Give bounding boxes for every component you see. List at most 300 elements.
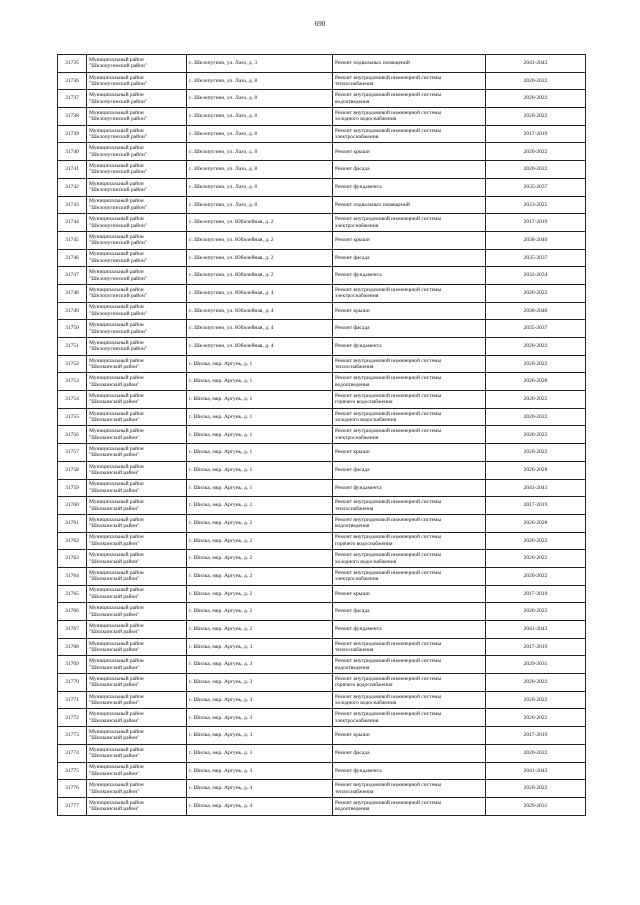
municipality-line: "Шилкинский район": [89, 576, 140, 583]
municipality-line: "Шилкинский район": [89, 806, 140, 813]
municipality-cell: [87, 780, 187, 798]
years-cell: 2020-2022: [486, 691, 586, 709]
work-type-cell: [333, 479, 486, 497]
municipality-line: "Шелопугинский район": [89, 134, 148, 141]
years-cell: 2029-2031: [486, 797, 586, 815]
municipality-cell: [87, 691, 187, 709]
address-cell: с. Шелопугино, ул. Юбилейная, д. 4: [187, 320, 333, 338]
municipality-line: Муниципальный район: [89, 127, 144, 134]
municipality-line: "Шелопугинский район": [89, 151, 148, 158]
work-type-cell: [333, 709, 486, 727]
table-row: [58, 550, 586, 568]
municipality-line: Муниципальный район: [89, 286, 144, 293]
row-number-cell: 31742: [58, 178, 87, 196]
work-type-cell: [333, 408, 486, 426]
municipality-cell: [87, 567, 187, 585]
address-cell: г. Шилка, мкр. Аргунь, д. 2: [187, 550, 333, 568]
municipality-line: Муниципальный район: [89, 109, 144, 116]
work-type-line: Ремонт фасада: [335, 325, 370, 332]
years-cell: 2020-2022: [486, 408, 586, 426]
years-cell: 2032-2034: [486, 267, 586, 285]
years-cell: 2017-2019: [486, 585, 586, 603]
table-row: [58, 762, 586, 780]
municipality-cell: [87, 709, 187, 727]
municipality-cell: [87, 621, 187, 639]
municipality-line: Муниципальный район: [89, 251, 144, 258]
work-type-cell: [333, 267, 486, 285]
work-type-cell: [333, 744, 486, 762]
row-number-cell: 31747: [58, 267, 87, 285]
address-cell: с. Шелопугино, ул. Юбилейная, д. 4: [187, 302, 333, 320]
years-cell: 2020-2022: [486, 744, 586, 762]
work-type-line: Ремонт фундамента: [335, 272, 382, 279]
years-cell: 2023-2025: [486, 196, 586, 214]
municipality-cell: [87, 355, 187, 373]
table-row: [58, 585, 586, 603]
work-type-cell: [333, 674, 486, 692]
years-cell: 2020-2022: [486, 603, 586, 621]
address-cell: г. Шилка, мкр. Аргунь, д. 2: [187, 497, 333, 515]
municipality-cell: [87, 196, 187, 214]
municipality-cell: [87, 249, 187, 267]
row-number-cell: 31748: [58, 284, 87, 302]
municipality-line: Муниципальный район: [89, 375, 144, 382]
address-cell: с. Шелопугино, ул. Лазо, д. 8: [187, 90, 333, 108]
municipality-line: "Шилкинский район": [89, 682, 140, 689]
municipality-line: Муниципальный район: [89, 481, 144, 488]
row-number-cell: 31752: [58, 355, 87, 373]
municipality-line: "Шилкинский район": [89, 417, 140, 424]
work-type-line: Ремонт внутридомовой инженерной системы: [335, 357, 442, 364]
row-number-cell: 31739: [58, 125, 87, 143]
municipality-line: Муниципальный район: [89, 605, 144, 612]
municipality-line: Муниципальный район: [89, 145, 144, 152]
municipality-line: Муниципальный район: [89, 622, 144, 629]
municipality-cell: [87, 461, 187, 479]
table-row: [58, 284, 586, 302]
municipality-line: Муниципальный район: [89, 162, 144, 169]
years-cell: 2020-2022: [486, 72, 586, 90]
work-type-cell: [333, 302, 486, 320]
row-number-cell: 31772: [58, 709, 87, 727]
municipality-cell: [87, 320, 187, 338]
row-number-cell: 31773: [58, 727, 87, 745]
work-type-line: Ремонт внутридомовой инженерной системы: [335, 499, 442, 506]
municipality-cell: [87, 108, 187, 126]
work-type-line: Ремонт крыши: [335, 590, 370, 597]
municipality-line: "Шелопугинский район": [89, 257, 148, 264]
work-type-line: Ремонт внутридомовой инженерной системы: [335, 74, 442, 81]
years-cell: 2017-2019: [486, 497, 586, 515]
row-number-cell: 31762: [58, 532, 87, 550]
row-number-cell: 31777: [58, 797, 87, 815]
table-row: [58, 108, 586, 126]
row-number-cell: 31765: [58, 585, 87, 603]
table-row: [58, 461, 586, 479]
years-cell: 2020-2022: [486, 550, 586, 568]
work-type-line: Ремонт подвальных помещений: [335, 60, 410, 67]
work-type-line: Ремонт внутридомовой инженерной системы: [335, 799, 442, 806]
municipality-cell: [87, 656, 187, 674]
work-type-cell: [333, 426, 486, 444]
address-cell: с. Шелопугино, ул. Лазо, д. 8: [187, 161, 333, 179]
years-cell: 2038-2040: [486, 302, 586, 320]
years-cell: 2041-2043: [486, 479, 586, 497]
municipality-cell: [87, 744, 187, 762]
years-cell: 2026-2028: [486, 514, 586, 532]
municipality-line: "Шилкинский район": [89, 700, 140, 707]
row-number-cell: 31743: [58, 196, 87, 214]
years-cell: 2017-2019: [486, 125, 586, 143]
municipality-line: "Шелопугинский район": [89, 222, 148, 229]
work-type-line: электроснабжения: [335, 576, 379, 583]
address-cell: с. Шелопугино, ул. Лазо, д. 3: [187, 55, 333, 73]
municipality-cell: [87, 373, 187, 391]
table-row: [58, 231, 586, 249]
row-number-cell: 31746: [58, 249, 87, 267]
work-type-cell: [333, 532, 486, 550]
work-type-line: Ремонт внутридомовой инженерной системы: [335, 92, 442, 99]
municipality-cell: [87, 426, 187, 444]
work-type-cell: [333, 108, 486, 126]
municipality-line: "Шелопугинский район": [89, 275, 148, 282]
row-number-cell: 31776: [58, 780, 87, 798]
address-cell: с. Шелопугино, ул. Юбилейная, д. 4: [187, 284, 333, 302]
work-type-cell: [333, 284, 486, 302]
address-cell: г. Шилка, мкр. Аргунь, д. 3: [187, 638, 333, 656]
municipality-line: Муниципальный район: [89, 445, 144, 452]
address-cell: г. Шилка, мкр. Аргунь, д. 1: [187, 461, 333, 479]
address-cell: с. Шелопугино, ул. Лазо, д. 8: [187, 108, 333, 126]
municipality-line: "Шилкинский район": [89, 487, 140, 494]
table-row: [58, 497, 586, 515]
table-row: [58, 656, 586, 674]
work-type-line: теплоснабжения: [335, 505, 374, 512]
address-cell: с. Шелопугино, ул. Юбилейная, д. 2: [187, 214, 333, 232]
municipality-cell: [87, 55, 187, 73]
work-type-cell: [333, 638, 486, 656]
municipality-line: "Шилкинский район": [89, 629, 140, 636]
work-type-line: теплоснабжения: [335, 647, 374, 654]
work-type-line: Ремонт внутридомовой инженерной системы: [335, 782, 442, 789]
municipality-cell: [87, 674, 187, 692]
row-number-cell: 31740: [58, 143, 87, 161]
work-type-cell: [333, 550, 486, 568]
municipality-line: Муниципальный район: [89, 269, 144, 276]
municipality-line: "Шелопугинский район": [89, 346, 148, 353]
municipality-line: Муниципальный район: [89, 56, 144, 63]
work-type-line: водоотведения: [335, 806, 370, 813]
work-type-cell: [333, 797, 486, 815]
address-cell: г. Шилка, мкр. Аргунь, д. 1: [187, 391, 333, 409]
address-cell: с. Шелопугино, ул. Лазо, д. 8: [187, 178, 333, 196]
table-row: [58, 143, 586, 161]
work-type-line: Ремонт фундамента: [335, 767, 382, 774]
years-cell: 2020-2022: [486, 674, 586, 692]
municipality-line: "Шилкинский район": [89, 647, 140, 654]
work-type-cell: [333, 90, 486, 108]
municipality-line: Муниципальный район: [89, 640, 144, 647]
address-cell: г. Шилка, мкр. Аргунь, д. 3: [187, 709, 333, 727]
municipality-line: "Шилкинский район": [89, 540, 140, 547]
years-cell: 2035-2037: [486, 249, 586, 267]
table-row: [58, 55, 586, 73]
table-row: [58, 691, 586, 709]
row-number-cell: 31761: [58, 514, 87, 532]
work-type-line: холодного водоснабжения: [335, 558, 397, 565]
table-row: [58, 744, 586, 762]
table-row: [58, 391, 586, 409]
municipality-cell: [87, 585, 187, 603]
municipality-cell: [87, 479, 187, 497]
work-type-cell: [333, 585, 486, 603]
municipality-line: Муниципальный район: [89, 693, 144, 700]
municipality-line: "Шилкинский район": [89, 434, 140, 441]
table-row: [58, 780, 586, 798]
address-cell: с. Шелопугино, ул. Юбилейная, д. 2: [187, 249, 333, 267]
work-type-line: Ремонт подвальных помещений: [335, 201, 410, 208]
table-row: [58, 373, 586, 391]
address-cell: г. Шилка, мкр. Аргунь, д. 1: [187, 444, 333, 462]
municipality-line: "Шелопугинский район": [89, 187, 148, 194]
address-cell: г. Шилка, мкр. Аргунь, д. 2: [187, 585, 333, 603]
work-type-line: Ремонт внутридомовой инженерной системы: [335, 675, 442, 682]
work-type-line: Ремонт крыши: [335, 148, 370, 155]
work-type-cell: [333, 621, 486, 639]
municipality-line: Муниципальный район: [89, 499, 144, 506]
work-type-cell: [333, 143, 486, 161]
years-cell: 2020-2022: [486, 161, 586, 179]
work-type-line: Ремонт крыши: [335, 449, 370, 456]
row-number-cell: 31751: [58, 338, 87, 356]
row-number-cell: 31754: [58, 391, 87, 409]
municipality-line: Муниципальный район: [89, 552, 144, 559]
work-type-line: электроснабжения: [335, 293, 379, 300]
municipality-line: Муниципальный район: [89, 322, 144, 329]
municipality-line: Муниципальный район: [89, 746, 144, 753]
work-type-cell: [333, 656, 486, 674]
table-row: [58, 178, 586, 196]
table-row: [58, 302, 586, 320]
municipality-cell: [87, 514, 187, 532]
table-row: [58, 532, 586, 550]
years-cell: 2017-2019: [486, 727, 586, 745]
municipality-cell: [87, 267, 187, 285]
row-number-cell: 31736: [58, 72, 87, 90]
municipality-line: Муниципальный район: [89, 392, 144, 399]
work-type-line: Ремонт фундамента: [335, 343, 382, 350]
municipality-cell: [87, 391, 187, 409]
work-type-line: Ремонт внутридомовой инженерной системы: [335, 392, 442, 399]
work-type-line: теплоснабжения: [335, 364, 374, 371]
row-number-cell: 31770: [58, 674, 87, 692]
work-type-cell: [333, 249, 486, 267]
municipality-line: Муниципальный район: [89, 233, 144, 240]
work-type-line: водоотведения: [335, 381, 370, 388]
years-cell: 2020-2022: [486, 426, 586, 444]
work-type-line: Ремонт фасада: [335, 254, 370, 261]
work-type-cell: [333, 691, 486, 709]
row-number-cell: 31774: [58, 744, 87, 762]
work-type-line: Ремонт фасада: [335, 466, 370, 473]
table-row: [58, 355, 586, 373]
years-cell: 2026-2028: [486, 461, 586, 479]
work-type-line: Ремонт фасада: [335, 749, 370, 756]
work-type-cell: [333, 55, 486, 73]
address-cell: г. Шилка, мкр. Аргунь, д. 2: [187, 532, 333, 550]
address-cell: г. Шилка, мкр. Аргунь, д. 4: [187, 797, 333, 815]
work-type-line: Ремонт фундамента: [335, 183, 382, 190]
municipality-line: Муниципальный район: [89, 198, 144, 205]
work-type-line: Ремонт фундамента: [335, 626, 382, 633]
years-cell: 2038-2040: [486, 231, 586, 249]
years-cell: 2029-2031: [486, 656, 586, 674]
work-type-cell: [333, 780, 486, 798]
row-number-cell: 31766: [58, 603, 87, 621]
address-cell: г. Шилка, мкр. Аргунь, д. 3: [187, 727, 333, 745]
work-type-cell: [333, 497, 486, 515]
row-number-cell: 31771: [58, 691, 87, 709]
municipality-cell: [87, 338, 187, 356]
work-type-cell: [333, 355, 486, 373]
table-row: [58, 621, 586, 639]
address-cell: с. Шелопугино, ул. Юбилейная, д. 4: [187, 338, 333, 356]
address-cell: г. Шилка, мкр. Аргунь, д. 3: [187, 691, 333, 709]
municipality-cell: [87, 143, 187, 161]
repair-schedule-table: [57, 54, 586, 816]
municipality-line: "Шелопугинский район": [89, 63, 148, 70]
table-row: [58, 161, 586, 179]
work-type-line: Ремонт внутридомовой инженерной системы: [335, 534, 442, 541]
years-cell: 2020-2022: [486, 709, 586, 727]
work-type-cell: [333, 603, 486, 621]
municipality-cell: [87, 444, 187, 462]
work-type-cell: [333, 231, 486, 249]
address-cell: г. Шилка, мкр. Аргунь, д. 1: [187, 408, 333, 426]
row-number-cell: 31738: [58, 108, 87, 126]
municipality-line: Муниципальный район: [89, 304, 144, 311]
years-cell: 2041-2043: [486, 621, 586, 639]
municipality-line: "Шилкинский район": [89, 717, 140, 724]
work-type-line: электроснабжения: [335, 717, 379, 724]
work-type-line: электроснабжения: [335, 134, 379, 141]
municipality-line: Муниципальный район: [89, 569, 144, 576]
years-cell: 2020-2022: [486, 532, 586, 550]
municipality-line: "Шилкинский район": [89, 381, 140, 388]
table-row: [58, 408, 586, 426]
municipality-line: Муниципальный район: [89, 180, 144, 187]
municipality-line: "Шелопугинский район": [89, 169, 148, 176]
municipality-line: "Шилкинский район": [89, 399, 140, 406]
work-type-line: Ремонт фундамента: [335, 484, 382, 491]
table-row: [58, 603, 586, 621]
municipality-line: "Шилкинский район": [89, 664, 140, 671]
address-cell: г. Шилка, мкр. Аргунь, д. 3: [187, 656, 333, 674]
municipality-line: "Шилкинский район": [89, 788, 140, 795]
table-row: [58, 320, 586, 338]
municipality-line: "Шелопугинский район": [89, 81, 148, 88]
work-type-line: Ремонт внутридомовой инженерной системы: [335, 216, 442, 223]
work-type-line: холодного водоснабжения: [335, 700, 397, 707]
row-number-cell: 31764: [58, 567, 87, 585]
years-cell: 2020-2022: [486, 780, 586, 798]
work-type-line: горячего водоснабжения: [335, 540, 393, 547]
municipality-line: "Шилкинский район": [89, 452, 140, 459]
address-cell: с. Шелопугино, ул. Лазо, д. 8: [187, 72, 333, 90]
row-number-cell: 31755: [58, 408, 87, 426]
municipality-line: Муниципальный район: [89, 587, 144, 594]
table-row: [58, 674, 586, 692]
work-type-line: Ремонт внутридомовой инженерной системы: [335, 428, 442, 435]
years-cell: 2020-2022: [486, 108, 586, 126]
municipality-line: Муниципальный район: [89, 339, 144, 346]
address-cell: г. Шилка, мкр. Аргунь, д. 2: [187, 567, 333, 585]
page-number: 690: [314, 20, 326, 28]
years-cell: 2041-2043: [486, 762, 586, 780]
work-type-cell: [333, 567, 486, 585]
municipality-cell: [87, 797, 187, 815]
row-number-cell: 31775: [58, 762, 87, 780]
row-number-cell: 31757: [58, 444, 87, 462]
work-type-line: Ремонт внутридомовой инженерной системы: [335, 552, 442, 559]
municipality-cell: [87, 497, 187, 515]
work-type-cell: [333, 461, 486, 479]
work-type-line: Ремонт фасада: [335, 166, 370, 173]
work-type-cell: [333, 391, 486, 409]
work-type-line: горячего водоснабжения: [335, 682, 393, 689]
work-type-line: Ремонт внутридомовой инженерной системы: [335, 516, 442, 523]
municipality-line: "Шелопугинский район": [89, 328, 148, 335]
municipality-line: Муниципальный район: [89, 516, 144, 523]
table-row: [58, 72, 586, 90]
municipality-cell: [87, 762, 187, 780]
row-number-cell: 31737: [58, 90, 87, 108]
municipality-line: Муниципальный район: [89, 428, 144, 435]
table-row: [58, 90, 586, 108]
years-cell: 2020-2022: [486, 338, 586, 356]
address-cell: г. Шилка, мкр. Аргунь, д. 2: [187, 621, 333, 639]
work-type-line: теплоснабжения: [335, 788, 374, 795]
years-cell: 2020-2022: [486, 355, 586, 373]
address-cell: с. Шелопугино, ул. Юбилейная, д. 2: [187, 267, 333, 285]
row-number-cell: 31767: [58, 621, 87, 639]
address-cell: г. Шилка, мкр. Аргунь, д. 4: [187, 780, 333, 798]
table-row: [58, 249, 586, 267]
work-type-cell: [333, 373, 486, 391]
address-cell: г. Шилка, мкр. Аргунь, д. 2: [187, 514, 333, 532]
work-type-cell: [333, 514, 486, 532]
row-number-cell: 31745: [58, 231, 87, 249]
work-type-line: Ремонт крыши: [335, 236, 370, 243]
row-number-cell: 31768: [58, 638, 87, 656]
municipality-cell: [87, 302, 187, 320]
row-number-cell: 31758: [58, 461, 87, 479]
work-type-line: водоотведения: [335, 98, 370, 105]
years-cell: 2020-2022: [486, 284, 586, 302]
municipality-line: "Шилкинский район": [89, 558, 140, 565]
row-number-cell: 31760: [58, 497, 87, 515]
address-cell: г. Шилка, мкр. Аргунь, д. 3: [187, 744, 333, 762]
municipality-line: "Шилкинский район": [89, 593, 140, 600]
municipality-cell: [87, 532, 187, 550]
municipality-line: "Шелопугинский район": [89, 98, 148, 105]
work-type-line: Ремонт внутридомовой инженерной системы: [335, 109, 442, 116]
row-number-cell: 31756: [58, 426, 87, 444]
table-row: [58, 727, 586, 745]
work-type-cell: [333, 125, 486, 143]
table-row: [58, 267, 586, 285]
municipality-cell: [87, 603, 187, 621]
